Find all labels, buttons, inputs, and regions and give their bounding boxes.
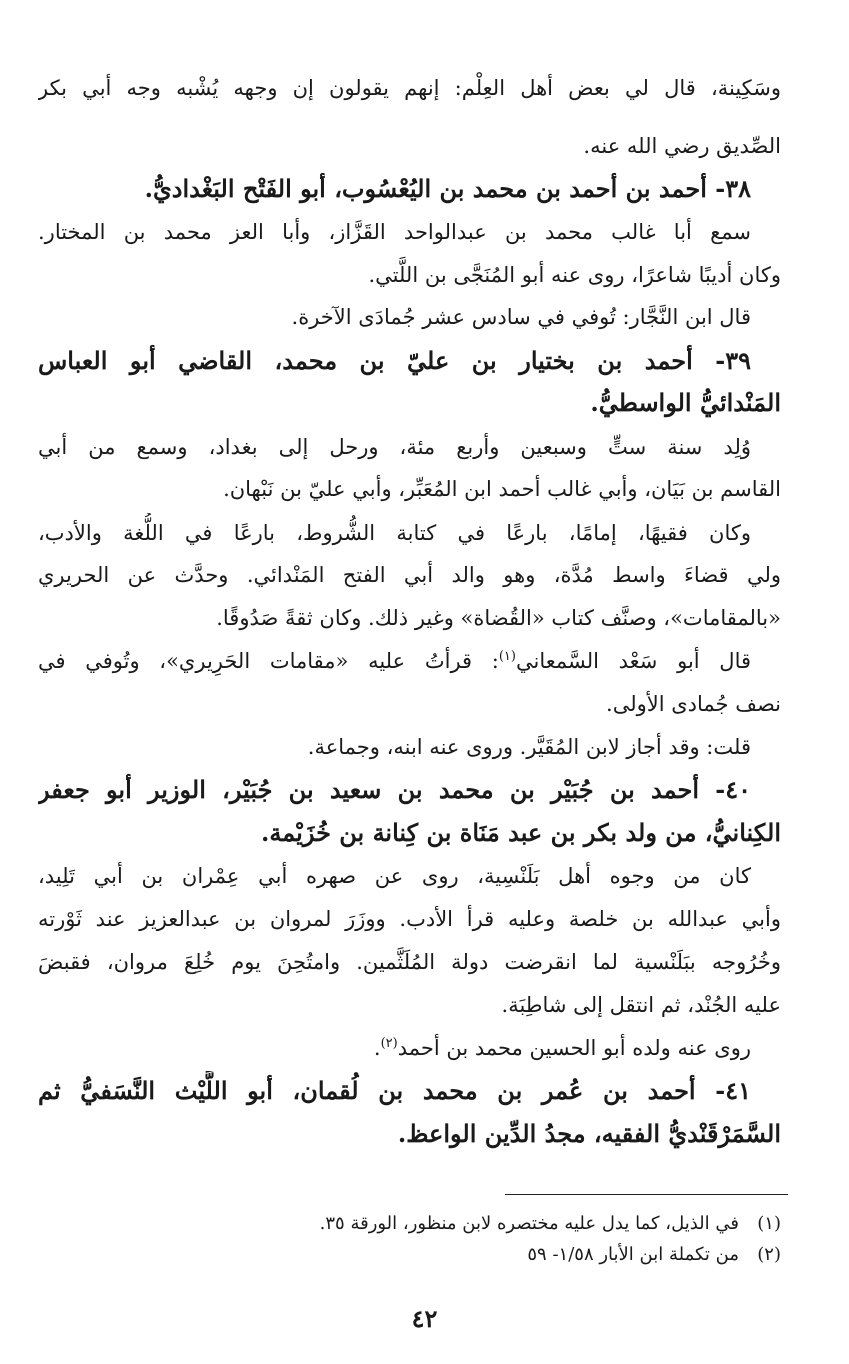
text-line: وكان فقيهًا، إمامًا، بارعًا في كتابة الشُّروط، بارعًا في اللُّغة والأدب، (38, 521, 751, 545)
footnote-number: (١) (757, 1213, 781, 1234)
text-line: وخُرُوجه ببَلَنْسية لما انقرضت دولة المُلَثَّمين. وامتُحِنَ يوم خُلِعَ مروان، فقبضَ (38, 950, 781, 974)
footnote-text: في الذيل، كما يدل عليه مختصره لابن منظور، الورقة ٣٥. (319, 1213, 739, 1234)
text-line: وُلِد سنة ستٍّ وسبعين وأربع مئة، ورحل إلى بغداد، وسمع من أبي (38, 435, 751, 459)
text-line: قال ابن النَّجَّار: تُوفي في سادس عشر جُمادَى الآخرة. (291, 305, 751, 329)
text-line: سمع أبا غالب محمد بن عبدالواحد القَزَّاز، وأبا العز محمد بن المختار. (38, 220, 751, 244)
text-segment: . (373, 1036, 381, 1060)
text-line: قلت: وقد أجاز لابن المُقَيَّر. وروى عنه ابنه، وجماعة. (307, 735, 751, 759)
text-segment: روى عنه ولده أبو الحسين محمد بن أحمد (397, 1036, 751, 1060)
entry-heading-39-cont: المَنْدائيُّ الواسطيُّ. (590, 388, 781, 417)
footnote-1 (38, 1210, 781, 1238)
entry-heading-40-cont: الكِنانيُّ، من ولد بكر بن عبد مَنَاة بن كِنانة بن خُزَيْمة. (261, 818, 781, 847)
text-line: ولي قضاءَ واسط مُدَّة، وهو والد أبي الفتح المَنْدائي. وحدَّث عن الحريري (38, 563, 781, 587)
text-line-with-note (38, 641, 781, 681)
text-line: كان من وجوه أهل بَلَنْسِية، روى عن صهره أبي عِمْران بن أبي تَلِيد، (38, 864, 751, 888)
text-segment: قال أبو سَعْد السَّمعاني (515, 649, 752, 673)
text-line: «بالمقامات»، وصنَّف كتاب «القُضاة» وغير ذلك. وكان ثقةً صَدُوقًا. (216, 606, 781, 630)
entry-heading-39: ٣٩- أحمد بن بختيار بن عليّ بن محمد، القاضي أبو العباس (38, 346, 751, 375)
footnote-divider (505, 1194, 788, 1195)
text-line: الصِّديق رضي الله عنه. (583, 134, 781, 158)
entry-heading-41-cont: السَّمَرْقَنْديُّ الفقيه، مجدُ الدِّين الواعظ. (397, 1119, 781, 1148)
footnote-ref-2[interactable]: (٢) (380, 1036, 398, 1051)
entry-heading-38: ٣٨- أحمد بن أحمد بن محمد بن اليُعْسُوب، أبو الفَتْح البَغْداديُّ. (144, 174, 751, 203)
text-line: القاسم بن بَيَان، وأبي غالب أحمد ابن المُعَبِّر، وأبي عليّ بن نَبْهان. (223, 477, 781, 501)
text-line: وكان أديبًا شاعرًا، روى عنه أبو المُنَجَّى بن اللَّتي. (368, 263, 781, 287)
text-line: عليه الجُنْد، ثم انتقل إلى شاطِبَة. (501, 993, 781, 1017)
entry-heading-41: ٤١- أحمد بن عُمر بن محمد بن لُقمان، أبو اللَّيْث النَّسَفيُّ ثم (38, 1076, 751, 1105)
text-segment: : قرأتُ عليه «مقامات الحَرِيري»، وتُوفي في (38, 649, 499, 673)
footnote-2 (38, 1241, 781, 1269)
text-line: وأبي عبدالله بن خلصة وعليه قرأ الأدب. ووزَرَ لمروان بن عبدالعزيز عند ثَوْرته (38, 907, 781, 931)
text-line-with-note (38, 1028, 781, 1068)
footnote-ref-1[interactable]: (١) (498, 649, 516, 664)
page-number: ٤٢ (411, 1304, 438, 1333)
footnote-number: (٢) (757, 1244, 781, 1265)
footnote-text: من تكملة ابن الأبار ١/٥٨- ٥٩ (527, 1244, 739, 1265)
text-line: وسَكِينة، قال لي بعض أهل العِلْم: إنهم يقولون إن وجهه يُشْبه وجه أبي بكر (38, 76, 781, 100)
text-line: نصف جُمادى الأولى. (606, 692, 781, 716)
entry-heading-40: ٤٠- أحمد بن جُبَيْر بن محمد بن سعيد بن جُبَيْر، الوزير أبو جعفر (38, 775, 751, 804)
